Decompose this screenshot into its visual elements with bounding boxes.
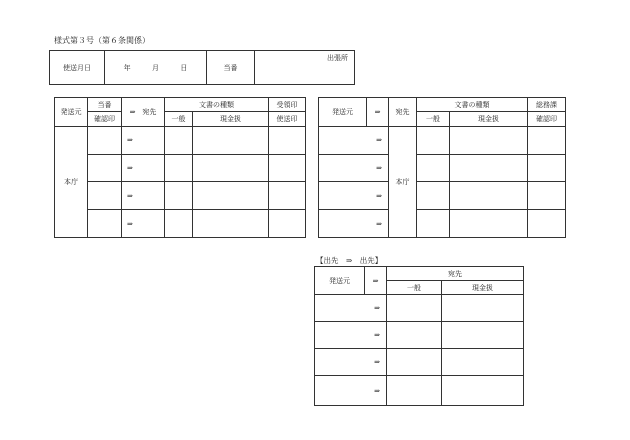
cash-cell[interactable] [193,182,269,210]
origin-arrow-cell[interactable]: ⇒ [319,126,389,154]
general-header: 一般 [165,112,193,126]
cash-cell[interactable] [450,154,528,182]
right-transfer-table [318,97,566,238]
cash-cell[interactable] [442,376,524,406]
arrow-header: ⇒ [367,98,389,127]
general-cell[interactable] [387,322,442,349]
general-cell[interactable] [165,154,193,182]
doc-type-header: 文書の種類 [417,98,528,112]
branch-to-branch-label: 【出先 ⇒ 出先】 [316,256,383,265]
origin-arrow-cell[interactable]: ⇒ [319,182,389,210]
confirm-cell[interactable] [528,154,566,182]
cash-header: 現金扱 [193,112,269,126]
origin-arrow-cell[interactable]: ⇒ [315,295,387,322]
confirm-cell[interactable] [528,210,566,238]
dest-header: 宛先 [389,98,417,127]
arrow-dest-header: ⇒ 宛先 [122,98,165,127]
cash-header: 現金扱 [442,281,524,295]
general-header: 一般 [387,281,442,295]
duty-header: 当番 [88,98,122,112]
left-transfer-table [54,97,306,238]
origin-header: 発送元 [55,98,88,127]
receipt-cell[interactable] [269,210,306,238]
receipt-cell[interactable] [269,182,306,210]
confirm-header: 確認印 [528,112,566,126]
general-cell[interactable] [417,154,450,182]
main-office-cell: 本庁 [389,126,417,237]
admin-header: 総務課 [528,98,566,112]
general-cell[interactable] [387,376,442,406]
cash-cell[interactable] [193,210,269,238]
receipt-header: 受領印 [269,98,306,112]
dest-header: 宛先 [387,267,524,281]
arrow-header: ⇒ [365,267,387,295]
arrow-cell[interactable]: ⇒ [122,126,165,154]
general-cell[interactable] [165,182,193,210]
origin-arrow-cell[interactable]: ⇒ [315,376,387,406]
general-cell[interactable] [165,210,193,238]
courier-header: 使送印 [269,112,306,126]
duty-cell[interactable] [88,182,122,210]
cash-cell[interactable] [450,126,528,154]
duty-cell[interactable] [88,126,122,154]
year-label: 年 [123,63,131,72]
receipt-cell[interactable] [269,154,306,182]
cash-cell[interactable] [193,154,269,182]
confirm-cell[interactable] [528,126,566,154]
cash-cell[interactable] [193,126,269,154]
general-cell[interactable] [165,126,193,154]
cash-header: 現金扱 [450,112,528,126]
cash-cell[interactable] [450,210,528,238]
doc-type-header: 文書の種類 [165,98,269,112]
arrow-cell[interactable]: ⇒ [122,210,165,238]
office-field[interactable] [255,51,355,85]
branch-transfer-table [314,266,524,406]
general-cell[interactable] [387,295,442,322]
general-cell[interactable] [387,349,442,376]
origin-header: 発送元 [319,98,367,127]
duty-cell[interactable] [88,210,122,238]
origin-arrow-cell[interactable]: ⇒ [319,210,389,238]
info-table [49,50,355,85]
month-label: 月 [151,63,159,72]
origin-arrow-cell[interactable]: ⇒ [315,322,387,349]
duty-label: 当番 [207,51,255,85]
receipt-cell[interactable] [269,126,306,154]
general-header: 一般 [417,112,450,126]
duty-cell[interactable] [88,154,122,182]
office-label: 出張所 [327,54,348,62]
form-title: 様式第３号（第６条関係） [54,36,150,45]
origin-header: 発送元 [315,267,365,295]
send-date-label: 使送月日 [50,51,105,85]
arrow-cell[interactable]: ⇒ [122,182,165,210]
general-cell[interactable] [417,210,450,238]
general-cell[interactable] [417,182,450,210]
cash-cell[interactable] [442,349,524,376]
confirm-cell[interactable] [528,182,566,210]
origin-arrow-cell[interactable]: ⇒ [319,154,389,182]
main-office-cell: 本庁 [55,126,88,237]
cash-cell[interactable] [450,182,528,210]
arrow-cell[interactable]: ⇒ [122,154,165,182]
general-cell[interactable] [417,126,450,154]
origin-arrow-cell[interactable]: ⇒ [315,349,387,376]
day-label: 日 [180,63,188,72]
cash-cell[interactable] [442,322,524,349]
cash-cell[interactable] [442,295,524,322]
send-date-field[interactable] [105,51,207,85]
confirm-header: 確認印 [88,112,122,126]
